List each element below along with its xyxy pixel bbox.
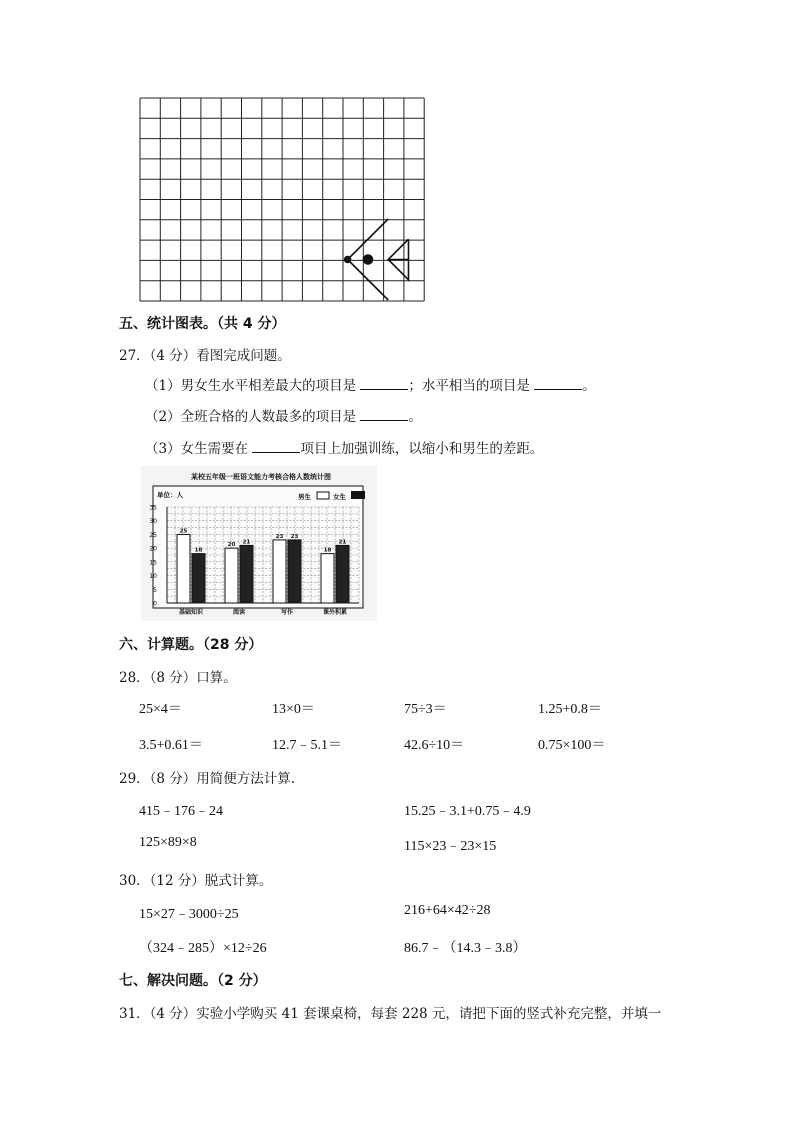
bar-boys (225, 548, 238, 603)
answer-blank[interactable] (360, 377, 408, 390)
q29-item: 15.25﹣3.1+0.75﹣4.9 (404, 804, 531, 819)
bar-girls (336, 545, 349, 603)
chart-y-tick-label: 0 (153, 600, 157, 608)
chart-x-tick-label: 基础知识 (178, 609, 204, 616)
bar-boys (321, 554, 334, 603)
section-5-title: 五、统计图表。（共 4 分） (119, 316, 286, 332)
q30-item: 15×27﹣3000÷25 (139, 907, 239, 922)
q28-item: 42.6÷10＝ (404, 738, 465, 753)
answer-blank[interactable] (534, 377, 582, 390)
bar-chart (141, 466, 377, 621)
chart-x-tick-label: 写作 (280, 609, 294, 616)
q29-header: 29．（8 分）用简便方法计算. (119, 771, 296, 787)
fish-figure (345, 219, 409, 300)
q27-part2 (145, 405, 422, 425)
q27-p3-text2: 项目上加强训练，以缩小和男生的差距。 (300, 441, 544, 457)
legend-girls-swatch (351, 491, 365, 499)
q29-item: 115×23﹣23×15 (404, 839, 497, 854)
q27-header: 27．（4 分）看图完成问题。 (119, 348, 291, 364)
chart-title: 某校五年级一班语文能力考核合格人数统计图 (191, 473, 331, 481)
q29-item: 125×89×8 (139, 835, 197, 850)
answer-blank[interactable] (360, 408, 408, 421)
q27-p1-text2: ；水平相当的项目是 (408, 378, 530, 394)
bar-value-label: 18 (323, 547, 332, 554)
q27-p1-text: （1）男女生水平相差最大的项目是 (145, 378, 357, 394)
q27-part3 (145, 437, 543, 457)
q27-part1 (145, 374, 596, 394)
legend-boys-swatch (317, 492, 329, 499)
bar-boys (177, 534, 190, 603)
bar-value-label: 23 (275, 533, 284, 540)
chart-y-tick-label: 25 (149, 531, 157, 539)
q28-item: 0.75×100＝ (538, 738, 606, 753)
bar-girls (288, 540, 301, 603)
section-7-title: 七、解决问题。（2 分） (119, 973, 267, 989)
q30-header: 30．（12 分）脱式计算。 (119, 873, 273, 889)
bar-girls (192, 554, 205, 603)
q29-item: 415﹣176﹣24 (139, 804, 223, 819)
fish-dot-right (364, 255, 373, 264)
bar-boys (273, 540, 286, 603)
chart-x-tick-label: 课外积累 (322, 609, 348, 616)
q30-item: 216+64×42÷28 (404, 903, 491, 918)
q28-item: 1.25+0.8＝ (538, 702, 602, 717)
q28-item: 25×4＝ (139, 702, 182, 717)
grid-lines (140, 98, 424, 301)
bar-value-label: 18 (194, 547, 203, 554)
fish-dot-left (345, 257, 351, 263)
bar-value-label: 21 (338, 539, 347, 546)
section-6-title: 六、计算题。（28 分） (119, 637, 263, 653)
q30-item: （324﹣285）×12÷26 (139, 941, 267, 956)
q27-p2-end: 。 (408, 409, 422, 425)
bar-value-label: 20 (227, 542, 236, 549)
legend-boys-label: 男生 (298, 493, 311, 501)
grid-figure (139, 97, 435, 303)
chart-unit-label: 单位：人 (157, 491, 183, 499)
q28-item: 75÷3＝ (404, 702, 447, 717)
q27-p2-text: （2）全班合格的人数最多的项目是 (145, 409, 357, 425)
chart-y-tick-label: 5 (153, 586, 157, 594)
q28-item: 3.5+0.61＝ (139, 738, 203, 753)
q28-item: 12.7﹣5.1＝ (272, 738, 342, 753)
chart-y-tick-label: 35 (149, 504, 157, 512)
answer-blank[interactable] (252, 440, 300, 453)
q31-text: 31．（4 分）实验小学购买 41 套课桌椅，每套 228 元，请把下面的竖式补充完整，并填一 (119, 1006, 662, 1022)
chart-x-tick-label: 阅读 (232, 609, 246, 616)
chart-y-tick-label: 15 (149, 559, 157, 567)
q28-item: 13×0＝ (272, 702, 315, 717)
q30-item: 86.7﹣（14.3﹣3.8） (404, 941, 527, 956)
bar-value-label: 25 (179, 528, 188, 535)
q27-p3-text: （3）女生需要在 (145, 441, 249, 457)
q27-p1-end: 。 (582, 378, 596, 394)
bar-value-label: 23 (290, 533, 299, 540)
chart-y-tick-label: 20 (149, 545, 157, 553)
bar-girls (240, 545, 253, 603)
chart-y-tick-label: 10 (149, 573, 157, 581)
q28-header: 28．（8 分）口算。 (119, 670, 237, 686)
bar-value-label: 21 (242, 539, 251, 546)
legend-girls-label: 女生 (333, 493, 346, 501)
chart-y-tick-label: 30 (149, 518, 157, 526)
